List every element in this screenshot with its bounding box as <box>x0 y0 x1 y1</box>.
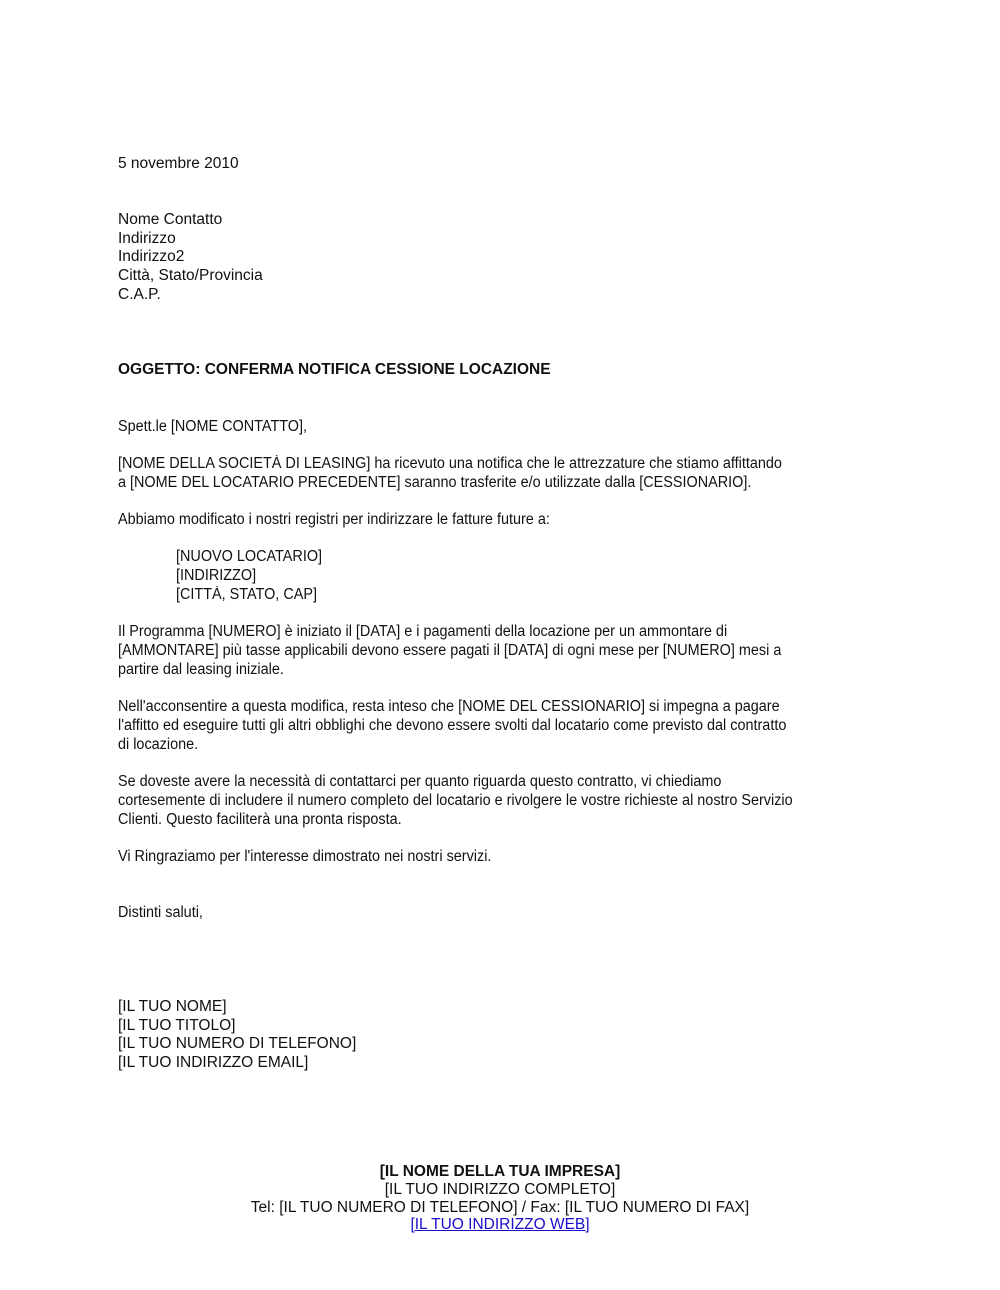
paragraph-line: [NOME DELLA SOCIETÀ DI LEASING] ha ricevuto una notifica che le attrezzature che stiamo affittando <box>118 455 782 472</box>
letter-date: 5 novembre 2010 <box>118 155 239 172</box>
paragraph-line: Nell'acconsentire a questa modifica, resta inteso che [NOME DEL CESSIONARIO] si impegna a pagare <box>118 698 780 715</box>
footer-address: [IL TUO INDIRIZZO COMPLETO] <box>384 1181 616 1198</box>
footer-web-link[interactable]: [IL TUO INDIRIZZO WEB] <box>410 1216 590 1233</box>
paragraph-line: l'affitto ed eseguire tutti gli altri obblighi che devono essere svolti dal locatario come previsto dal contratto <box>118 717 787 734</box>
recipient-zip: C.A.P. <box>118 286 161 303</box>
paragraph-line: Se doveste avere la necessità di contattarci per quanto riguarda questo contratto, vi chiediamo <box>118 773 722 790</box>
paragraph-line: Abbiamo modificato i nostri registri per indirizzare le fatture future a: <box>118 511 550 528</box>
signature-title: [IL TUO TITOLO] <box>118 1017 236 1034</box>
letter-subject: OGGETTO: CONFERMA NOTIFICA CESSIONE LOCAZIONE <box>118 361 551 378</box>
recipient-city-state: Città, Stato/Provincia <box>118 267 263 284</box>
signature-email: [IL TUO INDIRIZZO EMAIL] <box>118 1054 309 1071</box>
paragraph-line: partire dal leasing iniziale. <box>118 661 284 678</box>
closing: Distinti saluti, <box>118 904 203 921</box>
new-address: [INDIRIZZO] <box>176 567 257 584</box>
salutation-text: Spett.le [NOME CONTATTO], <box>118 418 308 435</box>
signature-phone: [IL TUO NUMERO DI TELEFONO] <box>118 1035 357 1052</box>
recipient-name: Nome Contatto <box>118 211 223 228</box>
paragraph-line: cortesemente di includere il numero completo del locatario e rivolgere le vostre richieste al nostro Servizio <box>118 792 793 809</box>
new-city-state-zip: [CITTÀ, STATO, CAP] <box>176 586 317 603</box>
new-tenant: [NUOVO LOCATARIO] <box>176 548 323 565</box>
footer-company: [IL NOME DELLA TUA IMPRESA] <box>379 1163 621 1180</box>
paragraph-line: Il Programma [NUMERO] è iniziato il [DATA] e i pagamenti della locazione per un ammontare di <box>118 623 728 640</box>
salutation <box>118 418 321 437</box>
footer-web-row <box>0 1216 1000 1235</box>
paragraph-line: a [NOME DEL LOCATARIO PRECEDENTE] saranno trasferite e/o utilizzate dalla [CESSIONARIO]. <box>118 474 752 491</box>
footer-contact: Tel: [IL TUO NUMERO DI TELEFONO] / Fax: [IL TUO NUMERO DI FAX] <box>250 1199 750 1216</box>
signature-name: [IL TUO NOME] <box>118 998 227 1015</box>
recipient-address1: Indirizzo <box>118 230 176 247</box>
paragraph-line: Vi Ringraziamo per l'interesse dimostrato nei nostri servizi. <box>118 848 492 865</box>
paragraph-line: [AMMONTARE] più tasse applicabili devono essere pagati il [DATA] di ogni mese per [NUMERO] mesi a <box>118 642 782 659</box>
recipient-address2: Indirizzo2 <box>118 248 185 265</box>
paragraph-line: Clienti. Questo faciliterà una pronta risposta. <box>118 811 402 828</box>
paragraph-line: di locazione. <box>118 736 199 753</box>
